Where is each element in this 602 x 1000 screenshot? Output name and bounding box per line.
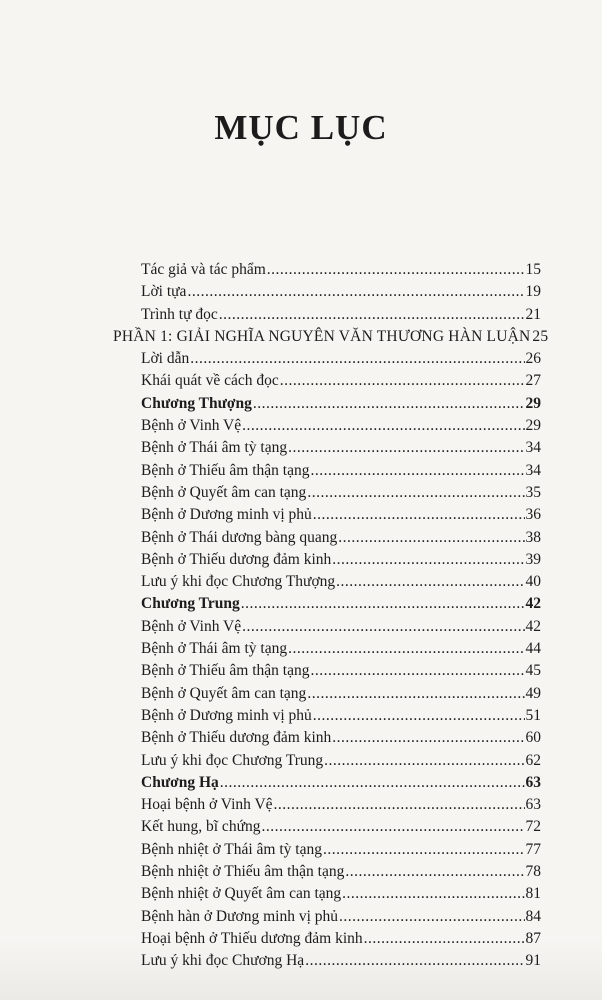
toc-entry-label: PHẦN 1: GIẢI NGHĨA NGUYÊN VĂN THƯƠNG HÀN LUẬN bbox=[113, 327, 531, 345]
toc-page-number: 81 bbox=[525, 885, 541, 903]
dot-leader bbox=[220, 772, 525, 794]
toc-entry bbox=[113, 794, 541, 816]
toc-entry bbox=[113, 527, 541, 549]
dot-leader bbox=[280, 370, 525, 392]
dot-leader bbox=[323, 839, 525, 861]
toc-entry-label: Bệnh nhiệt ở Thái âm tỳ tạng bbox=[141, 840, 322, 858]
toc-page-number: 45 bbox=[525, 662, 541, 680]
toc-chapter-heading bbox=[113, 772, 541, 794]
toc-page-number: 15 bbox=[525, 261, 541, 278]
toc-entry bbox=[113, 616, 541, 638]
toc-entry-label: Lời tựa bbox=[141, 283, 187, 301]
toc-entry bbox=[113, 415, 541, 437]
dot-leader bbox=[310, 460, 524, 482]
toc-page-number: 44 bbox=[525, 640, 541, 658]
toc-entry-label: Lưu ý khi đọc Chương Trung bbox=[141, 751, 324, 769]
dot-leader bbox=[313, 705, 525, 727]
toc-page-number: 78 bbox=[525, 863, 541, 881]
dot-leader bbox=[336, 571, 524, 593]
toc-entry-label: Trình tự đọc bbox=[141, 305, 218, 323]
toc-entry bbox=[113, 705, 541, 727]
toc-chapter-heading bbox=[113, 593, 541, 615]
toc-entry-label: Bệnh nhiệt ở Quyết âm can tạng bbox=[141, 885, 342, 903]
dot-leader bbox=[241, 593, 525, 615]
toc-entry-label: Bệnh ở Thái âm tỳ tạng bbox=[141, 640, 288, 658]
toc-entry-label: Bệnh ở Thiếu dương đảm kinh bbox=[141, 550, 332, 568]
toc-page-number: 49 bbox=[525, 684, 541, 702]
dot-leader bbox=[332, 549, 524, 571]
dot-leader bbox=[242, 616, 524, 638]
toc-entry-label: Hoại bệnh ở Vinh Vệ bbox=[141, 796, 273, 814]
toc-page-number: 40 bbox=[525, 573, 541, 591]
toc-page-number: 63 bbox=[525, 796, 541, 814]
toc-page-number: 27 bbox=[525, 372, 541, 390]
toc-page-number: 87 bbox=[525, 929, 541, 947]
dot-leader bbox=[267, 259, 525, 281]
toc-entry bbox=[113, 437, 541, 459]
dot-leader bbox=[288, 437, 524, 459]
toc-page-number: 72 bbox=[525, 818, 541, 836]
toc-page-number: 19 bbox=[525, 283, 541, 301]
toc-page-number: 62 bbox=[525, 751, 541, 769]
toc-entry-label: Chương Trung bbox=[141, 595, 240, 613]
toc-entry bbox=[113, 549, 541, 571]
dot-leader bbox=[219, 304, 525, 326]
toc-entry bbox=[113, 482, 541, 504]
toc-page-number: 21 bbox=[525, 305, 541, 323]
dot-leader bbox=[324, 750, 524, 772]
dot-leader bbox=[313, 504, 525, 526]
toc-entry bbox=[113, 638, 541, 660]
toc-page-number: 25 bbox=[532, 327, 549, 345]
toc-entry bbox=[113, 683, 541, 705]
toc-entry-label: Bệnh ở Thiếu dương đảm kinh bbox=[141, 729, 332, 747]
dot-leader bbox=[364, 928, 525, 950]
toc-entry bbox=[113, 861, 541, 883]
toc-entry-label: Bệnh ở Quyết âm can tạng bbox=[141, 684, 307, 702]
toc-page-number: 42 bbox=[525, 617, 541, 635]
toc-entry-label: Tác giả và tác phẩm bbox=[141, 261, 266, 278]
dot-leader bbox=[310, 660, 524, 682]
dot-leader bbox=[253, 393, 525, 415]
table-of-contents bbox=[113, 259, 549, 973]
toc-entry bbox=[113, 950, 541, 972]
dot-leader bbox=[288, 638, 524, 660]
toc-entry bbox=[113, 839, 541, 861]
toc-entry-label: Bệnh ở Dương minh vị phủ bbox=[141, 506, 312, 524]
toc-entry-label: Bệnh ở Thiếu âm thận tạng bbox=[141, 662, 310, 680]
toc-page-number: 26 bbox=[525, 350, 541, 368]
toc-page-number: 51 bbox=[525, 706, 541, 724]
toc-entry-label: Bệnh ở Quyết âm can tạng bbox=[141, 483, 307, 501]
toc-entry-label: Bệnh ở Thái dương bàng quang bbox=[141, 528, 338, 546]
dot-leader bbox=[338, 527, 524, 549]
toc-entry bbox=[113, 928, 541, 950]
toc-entry-label: Chương Hạ bbox=[141, 773, 219, 791]
dot-leader bbox=[274, 794, 525, 816]
toc-page-number: 63 bbox=[525, 773, 541, 791]
toc-entry-label: Lưu ý khi đọc Chương Thượng bbox=[141, 573, 336, 591]
toc-entry-label: Bệnh ở Vinh Vệ bbox=[141, 617, 242, 635]
toc-entry-label: Lời dẫn bbox=[141, 350, 190, 368]
dot-leader bbox=[187, 281, 524, 303]
toc-entry-label: Bệnh ở Thiếu âm thận tạng bbox=[141, 461, 310, 479]
toc-page-number: 38 bbox=[525, 528, 541, 546]
dot-leader bbox=[339, 906, 524, 928]
toc-page-number: 35 bbox=[525, 483, 541, 501]
toc-entry-label: Chương Thượng bbox=[141, 394, 252, 412]
dot-leader bbox=[332, 727, 524, 749]
toc-entry bbox=[113, 504, 541, 526]
toc-page-number: 42 bbox=[525, 595, 541, 613]
toc-page-number: 29 bbox=[525, 417, 541, 435]
toc-entry bbox=[113, 660, 541, 682]
toc-entry-label: Kết hung, bĩ chứng bbox=[141, 818, 261, 836]
dot-leader bbox=[261, 816, 524, 838]
dot-leader bbox=[242, 415, 524, 437]
dot-leader bbox=[307, 482, 524, 504]
toc-entry-label: Bệnh ở Dương minh vị phủ bbox=[141, 706, 312, 724]
toc-page-number: 36 bbox=[525, 506, 541, 524]
dot-leader bbox=[305, 950, 524, 972]
toc-entry-label: Bệnh ở Thái âm tỳ tạng bbox=[141, 439, 288, 457]
toc-chapter-heading bbox=[113, 393, 541, 415]
toc-page-number: 60 bbox=[525, 729, 541, 747]
toc-page-number: 77 bbox=[525, 840, 541, 858]
toc-page-number: 29 bbox=[525, 394, 541, 412]
toc-page-number: 34 bbox=[525, 461, 541, 479]
toc-entry bbox=[113, 816, 541, 838]
toc-entry bbox=[113, 750, 541, 772]
toc-entry bbox=[113, 304, 541, 326]
toc-entry-label: Lưu ý khi đọc Chương Hạ bbox=[141, 952, 305, 970]
toc-entry bbox=[113, 460, 541, 482]
toc-entry bbox=[113, 259, 541, 281]
toc-entry bbox=[113, 348, 541, 370]
toc-page-number: 39 bbox=[525, 550, 541, 568]
dot-leader bbox=[345, 861, 524, 883]
toc-page-number: 91 bbox=[525, 952, 541, 970]
toc-page-number: 34 bbox=[525, 439, 541, 457]
dot-leader bbox=[307, 683, 524, 705]
toc-entry bbox=[113, 727, 541, 749]
toc-entry-label: Khái quát về cách đọc bbox=[141, 372, 279, 390]
toc-entry-label: Bệnh hàn ở Dương minh vị phủ bbox=[141, 907, 339, 925]
toc-entry-label: Bệnh nhiệt ở Thiếu âm thận tạng bbox=[141, 863, 345, 881]
toc-part-heading bbox=[113, 326, 549, 348]
toc-entry-label: Hoại bệnh ở Thiếu dương đảm kinh bbox=[141, 929, 363, 947]
toc-entry bbox=[113, 571, 541, 593]
toc-entry bbox=[113, 906, 541, 928]
page-title: MỤC LỤC bbox=[214, 108, 388, 147]
toc-entry-label: Bệnh ở Vinh Vệ bbox=[141, 417, 242, 435]
dot-leader bbox=[190, 348, 524, 370]
toc-page-number: 84 bbox=[525, 907, 541, 925]
toc-entry bbox=[113, 370, 541, 392]
dot-leader bbox=[342, 883, 524, 905]
toc-entry bbox=[113, 883, 541, 905]
toc-entry bbox=[113, 281, 541, 303]
